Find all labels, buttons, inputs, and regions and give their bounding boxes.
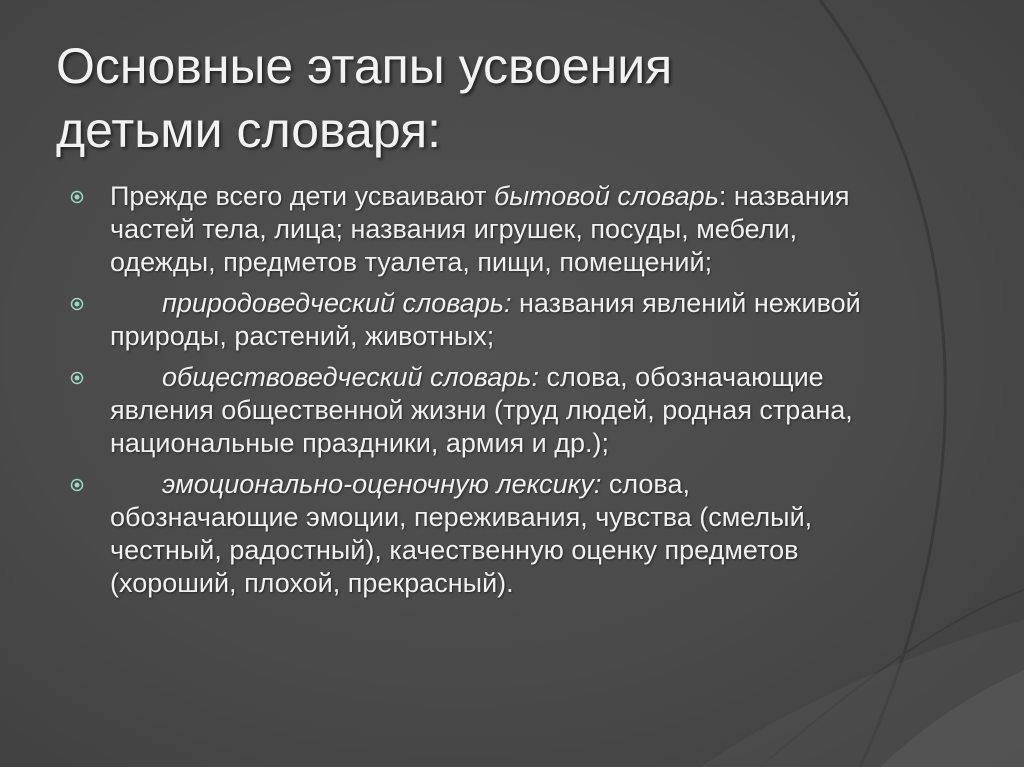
bullet-list xyxy=(66,180,866,608)
bullet-term: бытовой словарь xyxy=(494,181,719,211)
bullet-term: обществоведческий словарь: xyxy=(162,362,539,392)
bullet-text-after: названия явлений неживой природы, растений, животных; xyxy=(110,288,861,351)
bullet-item-social xyxy=(66,361,866,460)
slide-title xyxy=(56,34,956,162)
circle-bullet-icon xyxy=(70,478,84,492)
title-line-1: Основные этапы усвоения xyxy=(56,38,673,94)
title-line-2: детьми словаря: xyxy=(56,102,442,158)
circle-bullet-icon xyxy=(70,371,84,385)
circle-bullet-icon xyxy=(70,297,84,311)
bullet-term: природоведческий словарь: xyxy=(162,288,512,318)
bullet-item-emotional xyxy=(66,468,866,600)
bullet-term: эмоционально-оценочную лексику: xyxy=(162,469,602,499)
bullet-item-household xyxy=(66,180,866,279)
bullet-item-nature xyxy=(66,287,866,353)
bullet-text-after: слова, обозначающие явления общественной жизни (труд людей, родная страна, национальные праздники, армия и др.); xyxy=(110,362,853,458)
bullet-text-after: : названия частей тела, лица; названия игрушек, посуды, мебели, одежды, предметов туалета, пищи, помещений; xyxy=(110,181,850,277)
bullet-text-before: Прежде всего дети усваивают xyxy=(110,181,495,211)
circle-bullet-icon xyxy=(70,190,84,204)
bullet-text-after: слова, обозначающие эмоции, переживания, чувства (смелый, честный, радостный), качественную оценку предметов (хороший, плохой, прекрасный). xyxy=(110,469,813,598)
